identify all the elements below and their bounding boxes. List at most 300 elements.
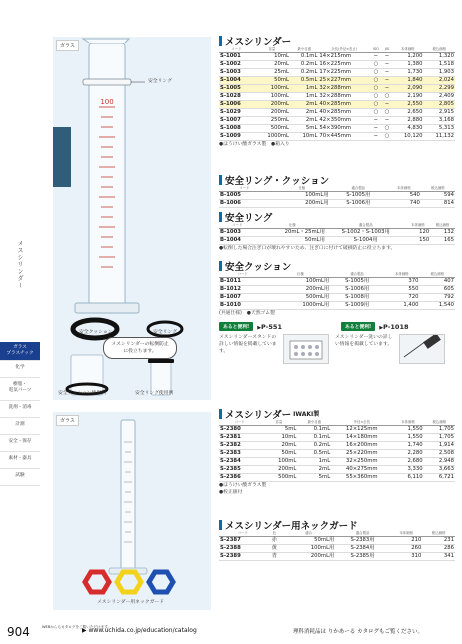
product-code: B-1006 (219, 200, 269, 208)
product-code: S-2382 (219, 442, 260, 450)
column-header: 色 (267, 531, 282, 537)
section-title: メスシリンダー用ネックガード (225, 520, 358, 532)
table-cell: 25×220mm (331, 450, 392, 458)
section-title: メスシリンダー (225, 36, 292, 48)
table-cell: 260 (390, 545, 423, 553)
table-cell: 赤 (267, 537, 282, 545)
column-header: コード (219, 47, 254, 53)
section-ring-cushion (219, 174, 455, 208)
product-photo-panel-2 (53, 412, 211, 610)
table-cell: 2,090 (392, 85, 423, 93)
table-cell: 1mL (290, 85, 318, 93)
table-row (219, 192, 455, 200)
table-cell: 1,320 (423, 53, 455, 61)
page-number: 904 (7, 625, 30, 639)
product-code: S-1028 (219, 93, 254, 101)
table-cell: S-1005用 (330, 278, 384, 286)
table-row (219, 53, 455, 61)
column-header: 容量 (254, 47, 290, 53)
sidebar-tabs (0, 342, 40, 486)
side-tab[interactable]: 素材・器具 (0, 452, 40, 469)
product-code: B-1003 (219, 229, 256, 237)
table-cell: 341 (422, 553, 455, 561)
column-header: 税込価格 (421, 186, 455, 192)
table-row (219, 237, 455, 245)
material-tag: ガラス (56, 40, 79, 51)
arrow-icon: ▶ (379, 324, 384, 331)
table-cell: 100mL用 (274, 192, 330, 200)
column-header: 仕様 (274, 186, 330, 192)
table-cell: 200mL用 (282, 553, 335, 561)
cylinder-volume-text: 100 (100, 98, 114, 106)
table-cell: ○ (382, 93, 392, 101)
neck-guard-yellow (117, 572, 141, 592)
iwaki-cylinder (121, 420, 135, 570)
table-cell: 54×390mm (318, 125, 369, 133)
table-cell: 2,650 (392, 109, 423, 117)
table-cell: ○ (382, 125, 392, 133)
table-row (219, 426, 455, 434)
table-cell: 200mL用 (271, 286, 331, 294)
table-cell: 500mL (260, 474, 297, 482)
table-cell: 50mL (260, 450, 297, 458)
table-cell: 10mL (290, 133, 318, 141)
table-cell: 1000mL用 (271, 302, 331, 310)
table-cell: 550 (384, 286, 419, 294)
table-cell: 370 (384, 278, 419, 286)
table-cell: 1,840 (392, 77, 423, 85)
product-code: S-1004 (219, 77, 254, 85)
table-row (219, 474, 455, 482)
column-header: 本体価格 (406, 223, 431, 229)
side-tab[interactable]: 洗剤・消毒 (0, 401, 40, 418)
table-cell: 100mL (260, 458, 297, 466)
section-subtitle: IWAKI製 (293, 411, 320, 418)
table-cell: 2mL (290, 101, 318, 109)
column-header: コード (219, 186, 269, 192)
table-cell: 720 (384, 294, 419, 302)
table-cell: 黄 (267, 545, 282, 553)
catalog-url-link[interactable]: ▶ www.uchida.co.jp/education/catalog (82, 627, 197, 634)
product-code: S-1029 (219, 109, 254, 117)
cylinder-spout (83, 39, 129, 43)
table-cell: 55×360mm (331, 474, 392, 482)
product-code: S-1001 (219, 53, 254, 61)
table-cell: 2,280 (392, 450, 423, 458)
table-cell: − (382, 69, 392, 77)
table-cell: 14×215mm (318, 53, 369, 61)
cylinder-note: ●ほうけい酸ガラス製 ●箱入り (219, 142, 290, 147)
handy-badge: あると便利! (219, 322, 253, 331)
table-cell: 2,024 (423, 77, 455, 85)
neck-guard-caption: メスシリンダー用ネックガード (97, 600, 164, 605)
table-cell: 100mL用 (282, 545, 335, 553)
ring-use-caption: 安全リング使用例 (135, 391, 174, 396)
section-safety-ring (219, 211, 455, 252)
table-cell: 20mL (260, 442, 297, 450)
column-header: 税込価格 (423, 47, 455, 53)
table-cell: 42×350mm (318, 117, 369, 125)
column-header: 本体価格 (392, 47, 423, 53)
product-code: B-1004 (219, 237, 256, 245)
safety-ring-on-cylinder (83, 79, 131, 85)
table-row (219, 545, 455, 553)
table-cell: 0.1mL (297, 434, 331, 442)
table-cell: ○ (370, 69, 382, 77)
table-row (219, 278, 455, 286)
table-cell: S-1005用 (330, 192, 387, 200)
table-cell: − (382, 61, 392, 69)
table-cell: 2,190 (392, 93, 423, 101)
column-header: コード (219, 223, 256, 229)
side-tab[interactable]: ガラス プラスチック (0, 342, 40, 361)
table-cell: 40×275mm (331, 466, 392, 474)
product-photo-panel (53, 37, 211, 400)
column-header: コード (219, 272, 266, 278)
table-cell: 1000mL (254, 133, 290, 141)
table-cell: S-1002・S-1003用 (326, 229, 406, 237)
table-cell: 2mL (297, 466, 331, 474)
column-header: 適合製品 (330, 272, 384, 278)
table-cell: 286 (422, 545, 455, 553)
table-cell: − (382, 101, 392, 109)
table-row (219, 133, 455, 141)
table-cell: 100mL (254, 85, 290, 93)
column-header: 税込価格 (420, 272, 456, 278)
table-row (219, 442, 455, 450)
table-cell: − (382, 117, 392, 125)
table-row (219, 77, 455, 85)
table-cell: 200mL (254, 109, 290, 117)
table-cell: 6,721 (424, 474, 455, 482)
table-row (219, 200, 455, 208)
table-cell: 1,914 (424, 442, 455, 450)
column-header: 仕様 (259, 223, 326, 229)
table-row (219, 434, 455, 442)
product-code: S-2386 (219, 474, 260, 482)
table-cell: 1,705 (424, 434, 455, 442)
ring-use-example (148, 359, 174, 363)
table-row (219, 286, 455, 294)
table-cell: 740 (387, 200, 421, 208)
table-cell: 2,915 (423, 109, 455, 117)
table-cell: 0.5mL (297, 450, 331, 458)
table-cell: − (382, 85, 392, 93)
cylinder-table (219, 47, 455, 141)
table-row (219, 125, 455, 133)
table-cell: ○ (370, 109, 382, 117)
table-cell: ○ (382, 133, 392, 141)
table-cell: 1mL (290, 93, 318, 101)
product-code: S-2387 (219, 537, 267, 545)
table-cell: 231 (422, 537, 455, 545)
table-cell: 3,663 (424, 466, 455, 474)
column-header: 最小目盛 (290, 47, 318, 53)
section-neck-guard (219, 519, 455, 561)
table-cell: S-1006用 (330, 200, 387, 208)
table-cell: 0.2mL (290, 69, 318, 77)
table-cell: 2,805 (423, 101, 455, 109)
table-row (219, 229, 455, 237)
table-cell: 70×445mm (318, 133, 369, 141)
table-row (219, 69, 455, 77)
table-cell: 50mL用 (282, 537, 335, 545)
column-header: 外径×全長 (331, 420, 392, 426)
table-cell: 1,540 (420, 302, 456, 310)
product-code: S-2384 (219, 458, 260, 466)
product-code: S-2385 (219, 466, 260, 474)
table-cell: 3,168 (423, 117, 455, 125)
table-cell: 100mL (254, 93, 290, 101)
table-cell: S-1006用 (330, 286, 384, 294)
table-cell: 500mL (254, 125, 290, 133)
product-code: S-1002 (219, 61, 254, 69)
table-cell: ○ (370, 77, 382, 85)
table-cell: 814 (421, 200, 455, 208)
table-cell: 500mL用 (271, 294, 331, 302)
table-cell: 1,705 (424, 426, 455, 434)
table-cell: S-2384用 (335, 545, 390, 553)
table-cell: 540 (387, 192, 421, 200)
safety-ring-table (219, 223, 455, 245)
product-code: S-1008 (219, 125, 254, 133)
column-header: 仕様 (271, 272, 331, 278)
table-cell: 5,313 (423, 125, 455, 133)
table-cell: S-2383用 (335, 537, 390, 545)
safety-cushion-note: (共通仕様) ●天然ゴム製 (219, 311, 275, 316)
callout-bubble: メスシリンダーの転倒防止に役立ちます。 (103, 337, 177, 359)
section-title: 安全リング・クッション (225, 175, 330, 187)
table-row (219, 61, 455, 69)
table-row (219, 458, 455, 466)
handy-code: P-551 (261, 322, 282, 331)
side-tab[interactable]: 化学 (0, 361, 40, 378)
side-photo-strip (53, 127, 71, 187)
table-cell: 2,409 (423, 93, 455, 101)
cushion-caption: 安全クッション (79, 330, 113, 335)
neck-guard-table (219, 531, 455, 561)
column-header: 全長(外径×長さ) (318, 47, 369, 53)
side-tab[interactable]: 樹脂・ 電気パーツ (0, 378, 40, 401)
table-cell: ○ (370, 93, 382, 101)
table-cell: 0.5mL (290, 77, 318, 85)
column-header: 税込価格 (424, 420, 455, 426)
table-cell: ○ (370, 101, 382, 109)
column-header: 税込価格 (430, 223, 455, 229)
table-cell: 132 (430, 229, 455, 237)
table-row (219, 294, 455, 302)
section-title: メスシリンダー (225, 409, 292, 421)
iwaki-note-1: ●ほうけい酸ガラス製 (219, 483, 267, 488)
table-cell: 1,400 (384, 302, 419, 310)
section-main-cylinder (219, 35, 455, 148)
product-code: S-2381 (219, 434, 260, 442)
section-safety-cushion (219, 260, 455, 317)
table-cell: 3,330 (392, 466, 423, 474)
table-row (219, 109, 455, 117)
neck-guard-blue (149, 572, 173, 592)
table-cell: 200mL用 (274, 200, 330, 208)
table-cell: 20mL (254, 61, 290, 69)
column-header: JIS (382, 47, 392, 53)
column-header: 適合製品 (326, 223, 406, 229)
safety-cushion-table (219, 272, 455, 310)
product-code: B-1010 (219, 302, 266, 310)
table-cell: 1,550 (392, 434, 423, 442)
table-cell: 14×180mm (331, 434, 392, 442)
table-cell: 10mL (254, 53, 290, 61)
column-header: 適合製品 (335, 531, 390, 537)
table-cell: − (370, 117, 382, 125)
iwaki-table (219, 420, 455, 482)
column-header: コード (219, 420, 260, 426)
column-header: コード (219, 531, 267, 537)
table-cell: 11,132 (423, 133, 455, 141)
table-cell: 2,680 (392, 458, 423, 466)
handy-desc-1: メスシリンダースタンドの詳しい情報を掲載しています。 (219, 335, 277, 354)
table-cell: S-1004用 (326, 237, 406, 245)
product-code: S-2383 (219, 450, 260, 458)
table-cell: ○ (382, 109, 392, 117)
table-cell: 16×225mm (318, 61, 369, 69)
table-cell: − (370, 53, 382, 61)
table-cell: − (382, 77, 392, 85)
table-cell: 0.2mL (290, 61, 318, 69)
table-cell: 17×225mm (318, 69, 369, 77)
table-cell: 1,903 (423, 69, 455, 77)
handy-badge: あると便利! (341, 322, 375, 331)
table-row (219, 537, 455, 545)
table-cell: 25mL (254, 69, 290, 77)
table-cell: S-2385用 (335, 553, 390, 561)
page-footer (0, 620, 462, 644)
handy-code: P-1018 (383, 322, 409, 331)
stand-thumbnail (283, 334, 329, 364)
table-cell: 5mL (297, 474, 331, 482)
table-cell: 2mL (290, 109, 318, 117)
product-code: S-2388 (219, 545, 267, 553)
table-row (219, 450, 455, 458)
table-cell: 12×125mm (331, 426, 392, 434)
table-cell: 2,299 (423, 85, 455, 93)
product-code: B-1005 (219, 192, 269, 200)
ring-caption: 安全リング (153, 330, 177, 335)
product-code: S-1009 (219, 133, 254, 141)
product-code: S-1007 (219, 117, 254, 125)
product-code: S-2380 (219, 426, 260, 434)
table-cell: 310 (390, 553, 423, 561)
table-cell: 100mL用 (271, 278, 331, 286)
column-header: 容量 (260, 420, 297, 426)
table-cell: 32×250mm (331, 458, 392, 466)
table-cell: − (370, 133, 382, 141)
table-cell: 40×285mm (318, 101, 369, 109)
table-cell: 407 (420, 278, 456, 286)
material-tag: ガラス (56, 415, 79, 426)
table-cell: 594 (421, 192, 455, 200)
product-code: B-1012 (219, 286, 266, 294)
column-header: 最小目盛 (297, 420, 331, 426)
table-cell: 10,120 (392, 133, 423, 141)
table-cell: 1mL (297, 458, 331, 466)
table-cell: 1,550 (392, 426, 423, 434)
table-cell: 1,200 (392, 53, 423, 61)
table-cell: 200mL (254, 101, 290, 109)
iwaki-illustration (53, 412, 211, 610)
table-cell: 2,948 (424, 458, 455, 466)
column-header: 本体価格 (387, 186, 421, 192)
table-cell: S-1009用 (330, 302, 384, 310)
table-cell: 25×227mm (318, 77, 369, 85)
side-tab[interactable]: 計測 (0, 418, 40, 435)
table-cell: ○ (370, 61, 382, 69)
product-code: S-1006 (219, 101, 254, 109)
table-cell: 0.1mL (297, 426, 331, 434)
section-title: 安全クッション (225, 261, 292, 273)
product-code: S-1005 (219, 85, 254, 93)
neck-guard-red (85, 572, 109, 592)
table-row (219, 117, 455, 125)
table-cell: 4,830 (392, 125, 423, 133)
table-cell: 50mL (254, 77, 290, 85)
table-cell: ○ (370, 85, 382, 93)
table-cell: 1,730 (392, 69, 423, 77)
column-header: 適合製品 (330, 186, 387, 192)
table-cell: 6,110 (392, 474, 423, 482)
table-cell: 青 (267, 553, 282, 561)
brush-thumbnail (399, 334, 445, 364)
section-vertical-label: メスシリンダー (16, 240, 23, 289)
table-row (219, 466, 455, 474)
column-header: 本体価格 (384, 272, 419, 278)
table-row (219, 101, 455, 109)
cylinder-base (75, 303, 139, 313)
arrow-icon: ▶ (257, 324, 262, 331)
table-cell: 605 (420, 286, 456, 294)
iwaki-note-2: ●校正値付 (219, 490, 243, 495)
table-cell: 5mL (290, 125, 318, 133)
column-header: 本体価格 (392, 420, 423, 426)
table-cell: 50mL用 (259, 237, 326, 245)
handy-link-2[interactable] (341, 322, 409, 331)
table-cell: 250mL (254, 117, 290, 125)
table-cell: 792 (420, 294, 456, 302)
handy-desc-2: メスシリンダー洗いの詳しい情報を掲載しています。 (335, 335, 393, 347)
table-cell: − (370, 125, 382, 133)
table-cell: 40×285mm (318, 109, 369, 117)
table-cell: S-1008用 (330, 294, 384, 302)
handy-link-1[interactable] (219, 322, 331, 331)
side-tab[interactable]: 試験 (0, 469, 40, 486)
side-tab[interactable]: 安全・保存 (0, 435, 40, 452)
column-header: 本体価格 (390, 531, 423, 537)
table-cell: 150 (406, 237, 431, 245)
table-cell: 2,880 (392, 117, 423, 125)
table-row (219, 553, 455, 561)
table-cell: 1,518 (423, 61, 455, 69)
table-cell: 2mL (290, 117, 318, 125)
product-code: S-1003 (219, 69, 254, 77)
footer-right-text: 理科消耗品は りかあーる カタログもご覧ください。 (293, 629, 423, 635)
table-row (219, 302, 455, 310)
footer-small-text: WEBからもカタログをご覧いただけます。 (42, 625, 112, 629)
table-cell: 32×288mm (318, 93, 369, 101)
section-title: 安全リング (225, 212, 273, 224)
table-cell: 20mL・25mL用 (259, 229, 326, 237)
table-cell: − (382, 53, 392, 61)
column-header: 税込価格 (422, 531, 455, 537)
table-cell: 165 (430, 237, 455, 245)
